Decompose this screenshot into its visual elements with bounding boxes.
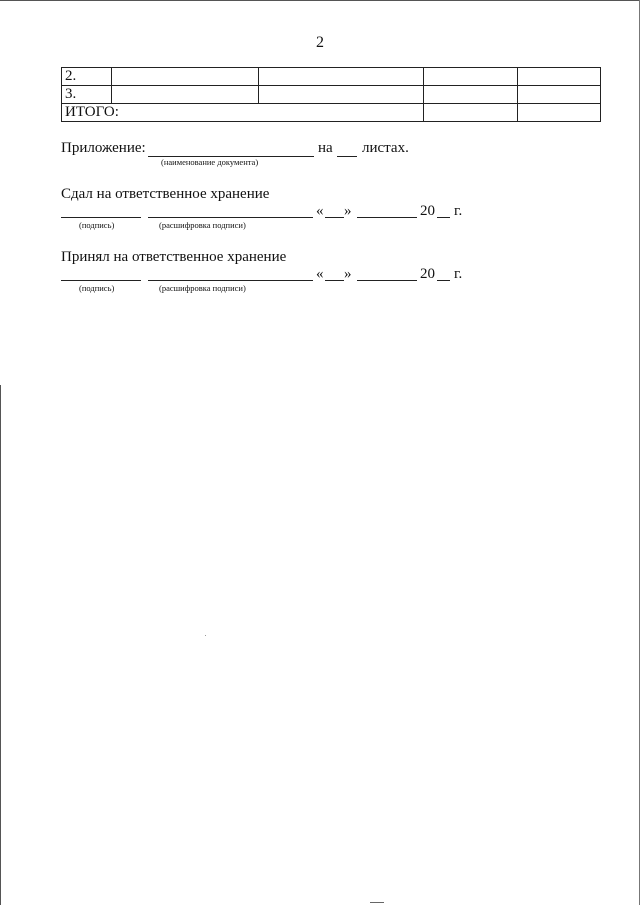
attachment-na: на (318, 140, 333, 156)
handed-year-prefix: 20 (420, 203, 435, 219)
accepted-quote-open: « (316, 266, 324, 282)
handed-month-line (357, 217, 417, 218)
handed-sign-caption: (подпись) (79, 220, 115, 230)
accepted-year-suffix: г. (454, 266, 463, 282)
scan-edge-left (0, 385, 4, 905)
table-cell (518, 68, 601, 86)
table-cell (424, 68, 518, 86)
table-cell (112, 86, 259, 104)
row-number: 2. (62, 68, 112, 86)
table-row (62, 86, 601, 104)
attachment-sheets: листах. (362, 140, 409, 156)
handed-year-line (437, 217, 450, 218)
scan-edge-top (0, 0, 640, 2)
total-label: ИТОГО: (62, 104, 424, 122)
handed-quote-close: » (344, 203, 352, 219)
table-cell (424, 86, 518, 104)
row-number: 3. (62, 86, 112, 104)
accepted-decode-line (148, 280, 313, 281)
page-number: 2 (316, 34, 324, 51)
accepted-title: Принял на ответственное хранение (61, 249, 287, 265)
accepted-sign-line (61, 280, 141, 281)
table-cell (518, 104, 601, 122)
accepted-year-line (437, 280, 450, 281)
accepted-day-line (325, 280, 344, 281)
table-total-row (62, 104, 601, 122)
table-cell (259, 68, 424, 86)
table-cell (259, 86, 424, 104)
handed-quote-open: « (316, 203, 324, 219)
table-cell (112, 68, 259, 86)
accepted-decode-caption: (расшифровка подписи) (159, 283, 246, 293)
table-row (62, 68, 601, 86)
handed-decode-caption: (расшифровка подписи) (159, 220, 246, 230)
handed-sign-line (61, 217, 141, 218)
handed-year-suffix: г. (454, 203, 463, 219)
attachment-label: Приложение: (61, 140, 146, 156)
handed-title: Сдал на ответственное хранение (61, 186, 270, 202)
handed-day-line (325, 217, 344, 218)
attachment-sheets-line (337, 156, 357, 157)
accepted-quote-close: » (344, 266, 352, 282)
scan-speck (205, 635, 206, 636)
accepted-sign-caption: (подпись) (79, 283, 115, 293)
attachment-doc-caption: (наименование документа) (161, 157, 259, 167)
accepted-month-line (357, 280, 417, 281)
table-cell (518, 86, 601, 104)
table-cell (424, 104, 518, 122)
handed-decode-line (148, 217, 313, 218)
accepted-year-prefix: 20 (420, 266, 435, 282)
scan-mark-bottom (370, 902, 384, 903)
inventory-table (61, 67, 601, 122)
